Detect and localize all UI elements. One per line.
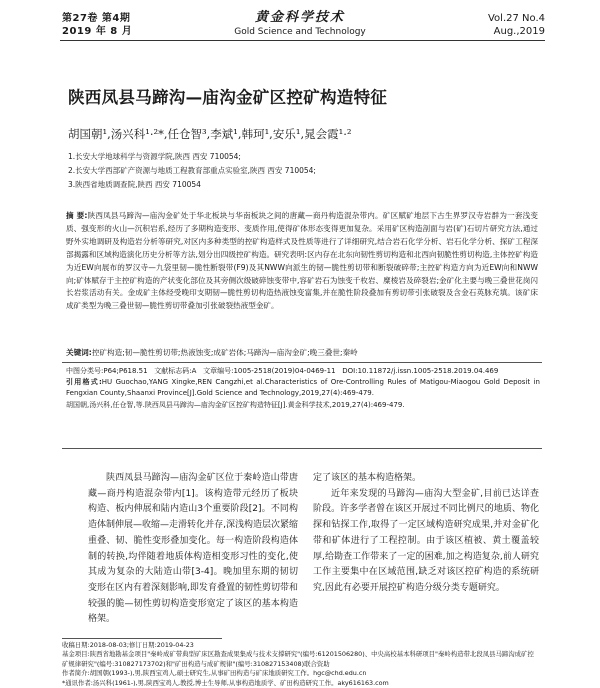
citation-cn: 胡国朝,汤兴科,任仓智,等.陕西凤县马蹄沟—庙沟金矿区控矿构造特征[J].黄金科学技术,2019,27(4):469-479. [66,400,405,409]
keywords [66,347,538,359]
abstract-label: 摘 要: [66,211,88,220]
volume-issue-en: Vol.27 No.4 [487,13,545,24]
body-column-left: 陕西凤县马蹄沟—庙沟金矿区位于秦岭造山带唐藏—商丹构造混杂带内[1]。该构造带元经历了板块构造、板内伸展和陆内造山3个重要阶段[2]。不同构造体制伸展—收缩—走滑转化并存,深浅构造层次紧缩重叠、韧、脆性变形叠加变化。每一构造阶段构造体制的转换,均伴随着地质体构造相变形习性的变化,使其成为复杂的大陆造山带[3-4]。晚加里东期的韧切变形在区内有着深刻影响,即发育叠置的韧性剪切带和较强的脆—韧性剪切构造变形宽定了该区的基本构造格架。 [88,473,298,625]
affiliation-2: 2.长安大学西部矿产资源与地质工程教育部重点实验室,陕西 西安 710054; [68,166,316,175]
meta-row-ids [66,366,540,377]
date-cn: 2019 年 8 月 [62,26,133,37]
footnote-dates: 收稿日期:2018-08-03;修订日期:2019-04-23 [62,641,194,649]
footnotes [62,641,540,688]
article-metadata [66,366,540,411]
document-code: 文献标志码:A [154,367,197,375]
abstract-text: 陕西凤县马蹄沟—庙沟金矿处于华北板块与华南板块之间的唐藏—商丹构造混杂带内。矿区赋矿地层下古生界罗汉寺岩群为一套浅变质、强变形的火山—沉积岩系,经历了多期构造变形、变质作用,使得矿体形态变得更加复杂。采用矿区构造剖面与岩(矿)石切片研究方法,通过野外实地调研及构造岩分析等研究,对区内多种类型的控矿构造样式及性质等进行了详细研究,结合岩石化学分析、岩石化学分析、探矿工程深部揭露和区域构造演化历史分析等方法,划分出四级控矿构造。研究表明:区内存在北东向韧性剪切构造和北西向韧脆性剪切构造,主体控矿构造为近EW向展布的罗汉寺—九袋里韧—脆性断裂带(F9)及其NWW向派生的韧—脆性剪切带和断裂破碎带;主控矿构造方向为近EW向和NWW向;矿体赋存于主控矿构造的产状变化部位及其旁侧次级破碎蚀变带中,容矿岩石为蚀变千枚岩、糜棱岩及碎裂岩;金矿化主要与晚三叠世花岗闪长岩浆活动有关。金成矿主体经受晚印支期韧—脆性剪切构造热液蚀变富集,并在脆性阶段叠加有剪切带引张破裂及含金石英脉充填。该矿床成矿类型为晚三叠世韧—脆性剪切带叠加引张破裂热液型金矿。 [66,211,538,311]
meta-divider-top [62,362,542,363]
header-right [488,12,545,38]
footnote-first-author: 作者简介:胡国朝(1993-),男,陕西宝鸡人,硕士研究生,从事矿田构造与矿床地质研究工作。hgc@chd.edu.cn [62,669,367,678]
affiliation-3: 3.陕西省地质调查院,陕西 西安 710054 [68,180,201,189]
doi[interactable]: DOI:10.11872/j.issn.1005-2518.2019.04.469 [342,367,499,375]
citation-en: HU Guochao,YANG Xingke,REN Cangzhi,et al.Characteristics of Ore-Controlling Rules of Matigou-Miaogou Gold Deposit in Fengxian County,Shaanxi Province[J].Gold Science and Technology,2019,27(4):469-479. [66,378,540,398]
footnote-funding: 基金项目:陕西省地勘基金项目"秦岭成矿带典型矿床区勘查成果集成与技术支撑研究"(编号:61201506280)、中央高校基本科研项目"秦岭构造带北段凤县马蹄沟成矿控矿规律研究"(编号:310827173702)和"矿田构造与成矿规律"(编号:310827153408)联合资助 [62,650,534,668]
journal-name-cn: 黄金科学技术 [254,10,345,25]
body-right-paragraph-1: 定了该区的基本构造格架。 [313,473,422,483]
body-column-right [313,471,539,597]
keywords-label: 关键词: [66,348,92,357]
header-divider [60,40,545,41]
journal-name-en: Gold Science and Technology [234,27,366,37]
date-en: Aug.,2019 [493,26,545,37]
footnote-divider [62,638,222,639]
meta-divider-bottom [62,448,542,449]
author-list: 胡国朝¹,汤兴科¹·²*,任仓智³,李斌¹,韩珂¹,安乐¹,晁会霞¹·² [68,127,352,141]
volume-issue-cn: 第27卷 第4期 [62,13,131,24]
header-left [62,12,132,38]
classification-number: 中图分类号:P64;P618.51 [66,367,148,375]
journal-masthead [200,6,400,37]
footnote-corresponding-author: *通讯作者:汤兴科(1961-),男,陕西宝鸡人,教授,博士生导师,从事构造地质学、矿田构造研究工作。aky616163.com [62,678,389,687]
affiliations [68,150,316,192]
abstract [66,210,538,313]
body-right-paragraph-2: 近年来发现的马蹄沟—庙沟大型金矿,目前已达详查阶段。许多学者曾在该区开展过不同比例尺的地质、物化探和钻探工作,取得了一定区域构造研究成果,并对金矿化带和矿体进行了工程控制。由于该区植被、黄土覆盖较厚,给勘查工作带来了一定的困难,加之构造复杂,前人研究工作主要集中在区域范围,缺乏对该区控矿构造的系统研究,因此有必要开展控矿构造分级分类专题研究。 [313,488,539,593]
article-number: 文章编号:1005-2518(2019)04-0469-11 [203,367,336,375]
affiliation-1: 1.长安大学地球科学与资源学院,陕西 西安 710054; [68,152,241,161]
citation-en-block [66,377,540,399]
paper-title: 陕西凤县马蹄沟—庙沟金矿区控矿构造特征 [68,88,388,107]
keywords-text: 控矿构造;韧—脆性剪切带;热液蚀变;成矿岩体;马蹄沟—庙沟金矿;晚三叠世;秦岭 [91,348,358,357]
citation-label: 引用格式: [66,378,102,387]
